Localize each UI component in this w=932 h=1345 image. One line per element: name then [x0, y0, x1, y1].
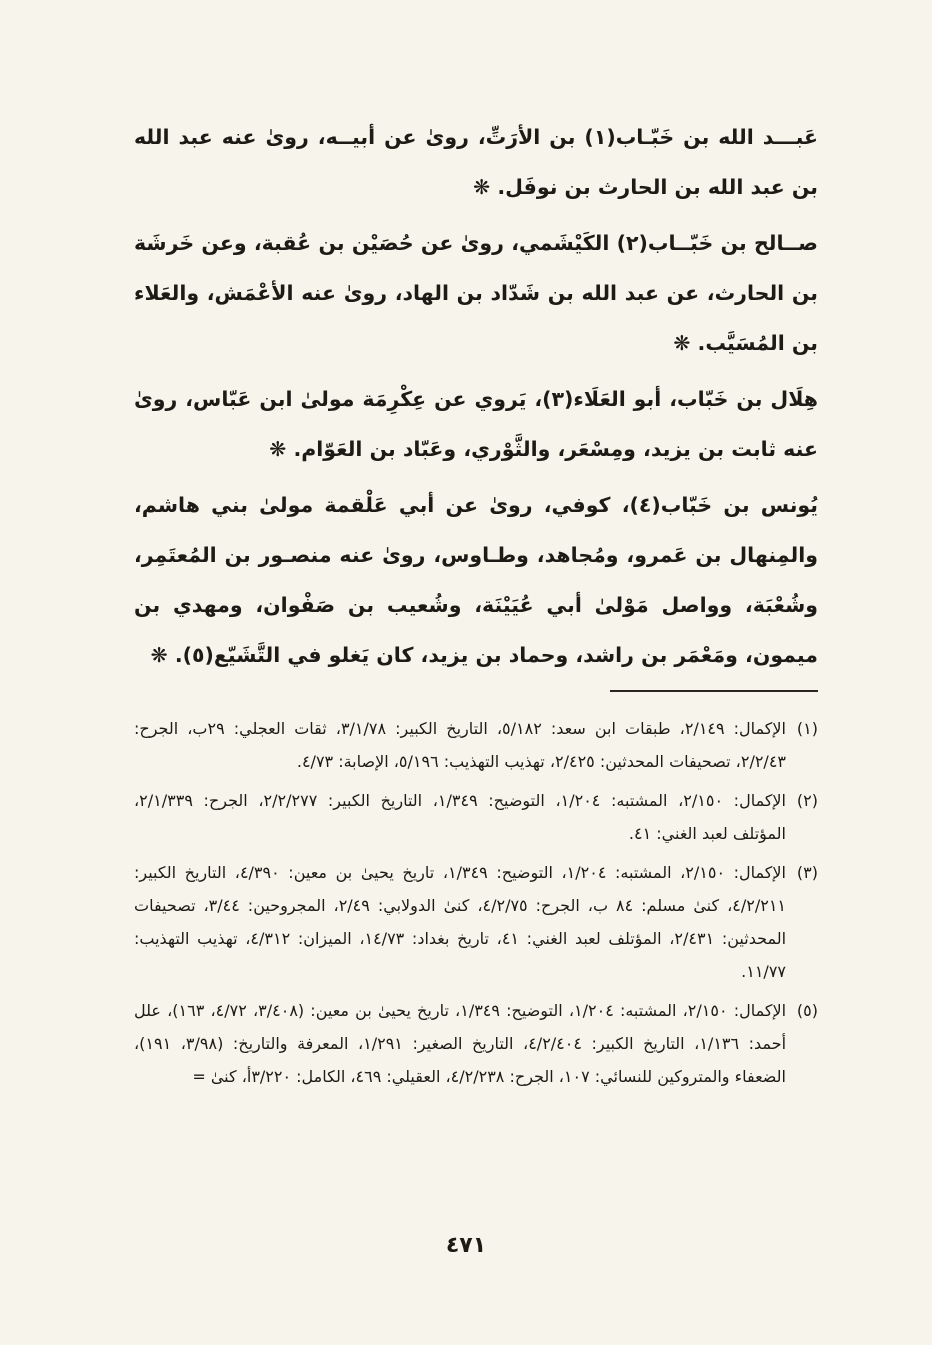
footnote-2 [134, 784, 818, 850]
footnotes [134, 712, 818, 1099]
page-number: ٤٧١ [445, 1233, 487, 1258]
footnote-5 [134, 994, 818, 1093]
footnote-number: (٥) [796, 1001, 818, 1020]
footnote-text: الإكمال: ٢/١٥٠، المشتبه: ١/٢٠٤، التوضيح: ١/٣٤٩، تاريخ يحيىٰ بن معين: ٤/٣٩٠، التاريخ الكبير: ٤/٢/٢١١، كنىٰ مسلم: ٨٤ ب، الجرح: ٤/٢/٧٥، كنىٰ الدولابي: ٢/٤٩، المجروحين: ٣/٤٤، تصحيفات المحدثين: ٢/٤٣١، المؤتلف لعبد الغني: ٤١، تاريخ بغداد: ١٤/٧٣، الميزان: ٤/٣١٢، تهذيب التهذيب: ١١/٧٧. [134, 863, 787, 981]
footnote-number: (١) [796, 719, 818, 738]
footnote-3 [134, 856, 818, 988]
footnote-separator [610, 690, 818, 692]
footnote-text: الإكمال: ٢/١٥٠، المشتبه: ١/٢٠٤، التوضيح: ١/٣٤٩، تاريخ يحيىٰ بن معين: (٣/٤٠٨، ٤/٧٢، ١٦٣)، علل أحمد: ١/١٣٦، التاريخ الكبير: ٤/٢/٤٠٤، التاريخ الصغير: ١/٢٩١، المعرفة والتاريخ: (٣/٩٨، ١٩١)، الضعفاء والمتروكين للنسائي: ١٠٧، الجرح: ٤/٢/٢٣٨، العقيلي: ٤٦٩، الكامل: ٣/٢٢٠أ، كنىٰ = [134, 1001, 787, 1086]
footnote-number: (٣) [796, 863, 818, 882]
entry-abdullah-bin-khabbab: عَبـــد الله بن خَبّـاب(١) بن الأرَتِّ، روىٰ عن أبيــه، روىٰ عنه عبد الله بن عبد الله بن الحارث بن نوفَل. ❋ [134, 125, 818, 199]
entry-hilal-bin-khabbab: هِلَال بن خَبّاب، أبو العَلَاء(٣)، يَروي عن عِكْرِمَة مولىٰ ابن عَبّاس، روىٰ عنه ثابت بن يزيد، ومِسْعَر، والثَّوْري، وعَبّاد بن العَوّام. ❋ [134, 387, 818, 461]
footnote-text: الإكمال: ٢/١٥٠، المشتبه: ١/٢٠٤، التوضيح: ١/٣٤٩، التاريخ الكبير: ٢/٢/٢٧٧، الجرح: ٢/١/٣٣٩، المؤتلف لعبد الغني: ٤١. [134, 791, 786, 843]
main-text [134, 112, 818, 686]
footnote-number: (٢) [796, 791, 818, 810]
footnote-text: الإكمال: ٢/١٤٩، طبقات ابن سعد: ٥/١٨٢، التاريخ الكبير: ٣/١/٧٨، ثقات العجلي: ٢٩ب، الجرح: ٢/٢/٤٣، تصحيفات المحدثين: ٢/٤٢٥، تهذيب التهذيب: ٥/١٩٦، الإصابة: ٤/٧٣. [134, 719, 786, 771]
entry-yunus-bin-khabbab: يُونس بن خَبّاب(٤)، كوفي، روىٰ عن أبي عَلْقمة مولىٰ بني هاشم، والمِنهال بن عَمرو، ومُجاهد، وطـاوس، روىٰ عنه منصـور بن المُعتَمِر، وشُعْبَة، وواصل مَوْلىٰ أبي عُيَيْنَة، وشُعيب بن صَفْوان، ومهدي بن ميمون، ومَعْمَر بن راشد، وحماد بن يزيد، كان يَغلو في التَّشَيّع(٥). ❋ [134, 493, 818, 667]
entry-salih-bin-khabbab: صــالح بن خَبّــاب(٢) الكَيْشَمي، روىٰ عن حُصَيْن بن عُقبة، وعن خَرشَة بن الحارث، عن عبد الله بن شَدّاد بن الهاد، روىٰ عنه الأعْمَش، والعَلاء بن المُسَيَّب. ❋ [134, 231, 818, 355]
footnote-1 [134, 712, 818, 778]
